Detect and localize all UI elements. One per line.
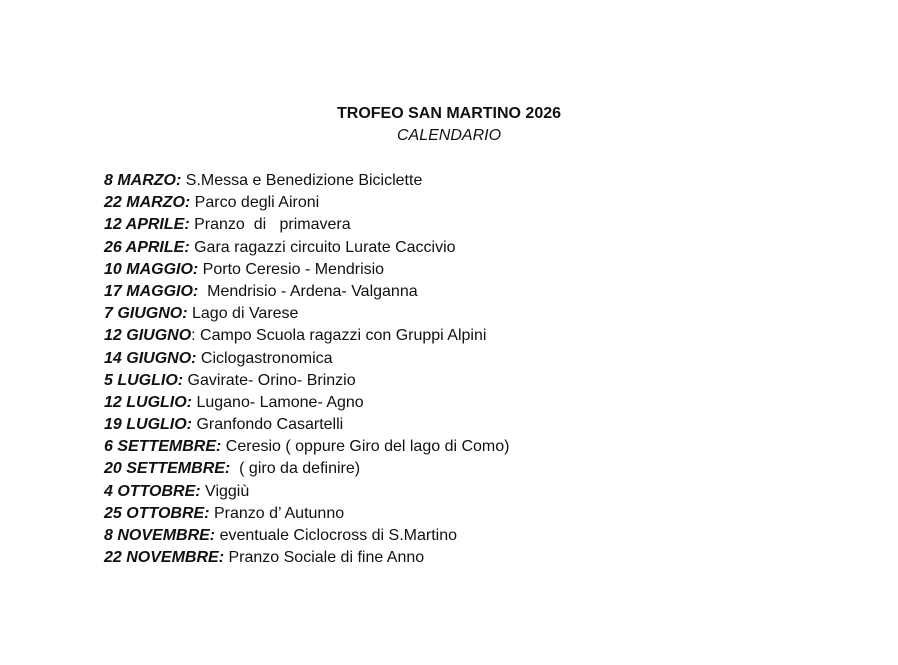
event-item: [104, 170, 864, 192]
event-date: 12 GIUGNO: [104, 327, 192, 345]
event-description: Porto Ceresio - Mendrisio: [198, 260, 385, 278]
event-description: S.Messa e Benedizione Biciclette: [181, 172, 423, 189]
event-description: Granfondo Casartelli: [192, 416, 344, 434]
event-description: ( giro da definire): [230, 460, 361, 478]
document-title: TROFEO SAN MARTINO 2026: [336, 105, 562, 122]
event-date: 19 LUGLIO:: [104, 416, 193, 434]
event-date: 22 NOVEMBRE:: [104, 549, 225, 567]
event-description: eventuale Ciclocross di S.Martino: [215, 527, 458, 544]
event-item: [104, 281, 864, 303]
event-item: [104, 414, 864, 436]
event-date: 8 NOVEMBRE:: [104, 527, 216, 544]
event-date: 26 APRILE:: [104, 238, 190, 256]
event-description: Pranzo d’ Autunno: [209, 504, 345, 522]
event-description: Ceresio ( oppure Giro del lago di Como): [221, 438, 510, 456]
event-item: [104, 237, 864, 259]
event-description: Lugano- Lamone- Agno: [192, 393, 364, 411]
event-date: 7 GIUGNO:: [104, 305, 188, 323]
event-description: Gavirate- Orino- Brinzio: [183, 371, 356, 389]
event-date: 4 OTTOBRE:: [104, 482, 201, 500]
event-date: 8 MARZO:: [104, 172, 182, 189]
event-item: [104, 547, 864, 569]
event-item: [104, 214, 864, 236]
event-date: 12 APRILE:: [104, 216, 190, 234]
event-description: Pranzo Sociale di fine Anno: [224, 549, 425, 567]
event-list: [104, 170, 864, 569]
event-date: 14 GIUGNO:: [104, 349, 197, 367]
event-description: Gara ragazzi circuito Lurate Caccivio: [189, 238, 456, 256]
event-item: [104, 436, 864, 458]
event-item: [104, 370, 864, 392]
event-item: [104, 392, 864, 414]
event-item: [104, 503, 864, 525]
event-description: Ciclogastronomica: [196, 349, 333, 367]
event-date: 20 SETTEMBRE:: [104, 460, 231, 478]
event-item: [104, 192, 864, 214]
event-description: Viggiù: [200, 482, 250, 500]
event-item: [104, 481, 864, 503]
document-subtitle: CALENDARIO: [396, 127, 502, 144]
event-item: [104, 303, 864, 325]
event-item: [104, 458, 864, 480]
event-item: [104, 259, 864, 281]
event-date: 6 SETTEMBRE:: [104, 438, 222, 456]
event-description: Pranzo di primavera: [189, 216, 351, 234]
event-date: 10 MAGGIO:: [104, 260, 199, 278]
event-description: Parco degli Aironi: [190, 194, 320, 212]
event-date: 5 LUGLIO:: [104, 371, 184, 389]
event-date: 22 MARZO:: [104, 194, 191, 212]
event-item: [104, 348, 864, 370]
event-item: [104, 325, 864, 347]
event-item: [104, 525, 864, 547]
event-date: 25 OTTOBRE:: [104, 504, 210, 522]
event-description: : Campo Scuola ragazzi con Gruppi Alpini: [191, 327, 487, 345]
event-date: 12 LUGLIO:: [104, 393, 193, 411]
event-date: 17 MAGGIO:: [104, 282, 199, 300]
event-description: Mendrisio - Ardena- Valganna: [198, 282, 418, 300]
event-description: Lago di Varese: [187, 305, 299, 323]
